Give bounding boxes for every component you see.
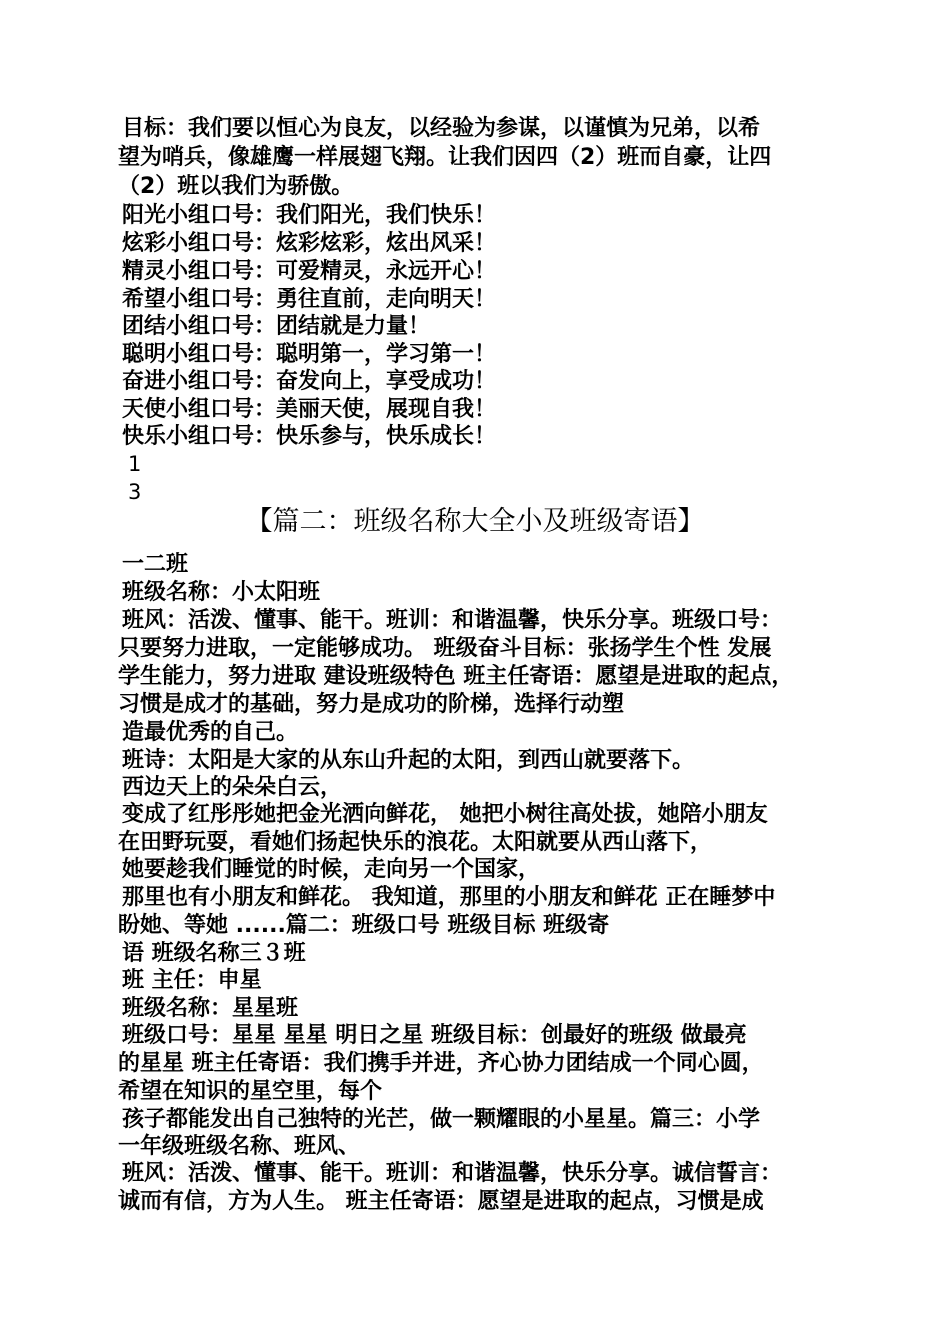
body-line: 班风：活泼、懂事、能干。班训：和谐温馨，快乐分享。班级口号： <box>122 608 783 633</box>
body-line: 盼她、等她 ......篇二：班级口号 班级目标 班级寄 <box>118 913 610 938</box>
page-number-3: 3 <box>128 480 142 504</box>
body-line: 班级名称：小太阳班 <box>122 580 321 605</box>
body-line: 班级口号：星星 星星 明日之星 班级目标：创最好的班级 做最亮 <box>122 1023 747 1048</box>
section-heading: 【篇二：班级名称大全小及班级寄语】 <box>245 506 705 537</box>
body-line: 在田野玩耍，看她们扬起快乐的浪花。太阳就要从西山落下， <box>118 830 713 855</box>
body-line: 诚而有信，方为人生。 班主任寄语：愿望是进取的起点，习惯是成 <box>118 1189 764 1214</box>
group-slogan-angel: 天使小组口号：美丽天使，展现自我！ <box>122 397 497 422</box>
page-number-1: 1 <box>128 452 142 476</box>
body-line: 班诗：太阳是大家的从东山升起的太阳，到西山就要落下。 <box>122 748 695 773</box>
body-line: 孩子都能发出自己独特的光芒，做一颗耀眼的小星星。篇三：小学 <box>122 1107 761 1132</box>
group-slogan-spirit: 精灵小组口号：可爱精灵，永远开心！ <box>122 259 497 284</box>
body-line: 造最优秀的自己。 <box>122 720 299 745</box>
body-line: 语 班级名称三３班 <box>122 941 306 966</box>
body-line: 西边天上的朵朵白云， <box>122 775 343 800</box>
body-line: 班风：活泼、懂事、能干。班训：和谐温馨，快乐分享。诚信誓言： <box>122 1161 783 1186</box>
group-slogan-smart: 聪明小组口号：聪明第一，学习第一！ <box>122 342 497 367</box>
class-name-line: 一二班 <box>122 552 189 577</box>
goal-text-line-2: 望为哨兵，像雄鹰一样展翅飞翔。让我们因四（2）班而自豪，让四 <box>118 145 772 170</box>
body-line: 她要趁我们睡觉的时候，走向另一个国家， <box>122 857 541 882</box>
body-line: 班 主任：申星 <box>122 968 262 993</box>
group-slogan-happy: 快乐小组口号：快乐参与，快乐成长！ <box>122 424 497 449</box>
group-slogan-unity: 团结小组口号：团结就是力量！ <box>122 314 431 339</box>
body-line: 班级名称：星星班 <box>122 996 299 1021</box>
group-slogan-dazzle: 炫彩小组口号：炫彩炫彩，炫出风采！ <box>122 231 497 256</box>
group-slogan-striving: 奋进小组口号：奋发向上，享受成功！ <box>122 369 497 394</box>
body-line: 学生能力，努力进取 建设班级特色 班主任寄语：愿望是进取的起点， <box>118 664 794 689</box>
body-line: 那里也有小朋友和鲜花。 我知道，那里的小朋友和鲜花 正在睡梦中 <box>122 885 776 910</box>
body-line: 只要努力进取，一定能够成功。 班级奋斗目标：张扬学生个性 发展 <box>118 636 772 661</box>
goal-text-line-3: （2）班以我们为骄傲。 <box>118 174 354 199</box>
group-slogan-hope: 希望小组口号：勇往直前，走向明天！ <box>122 287 497 312</box>
group-slogan-sunshine: 阳光小组口号：我们阳光，我们快乐！ <box>122 203 497 228</box>
goal-text-line-1: 目标：我们要以恒心为良友，以经验为参谋，以谨慎为兄弟，以希 <box>122 116 761 141</box>
body-line: 变成了红彤彤她把金光洒向鲜花， 她把小树往高处拔，她陪小朋友 <box>122 802 768 827</box>
body-line: 一年级班级名称、班风、 <box>118 1134 361 1159</box>
body-line: 的星星 班主任寄语：我们携手并进，齐心协力团结成一个同心圆， <box>118 1051 764 1076</box>
body-line: 习惯是成才的基础，努力是成功的阶梯，选择行动塑 <box>118 692 625 717</box>
body-line: 希望在知识的星空里，每个 <box>118 1079 383 1104</box>
